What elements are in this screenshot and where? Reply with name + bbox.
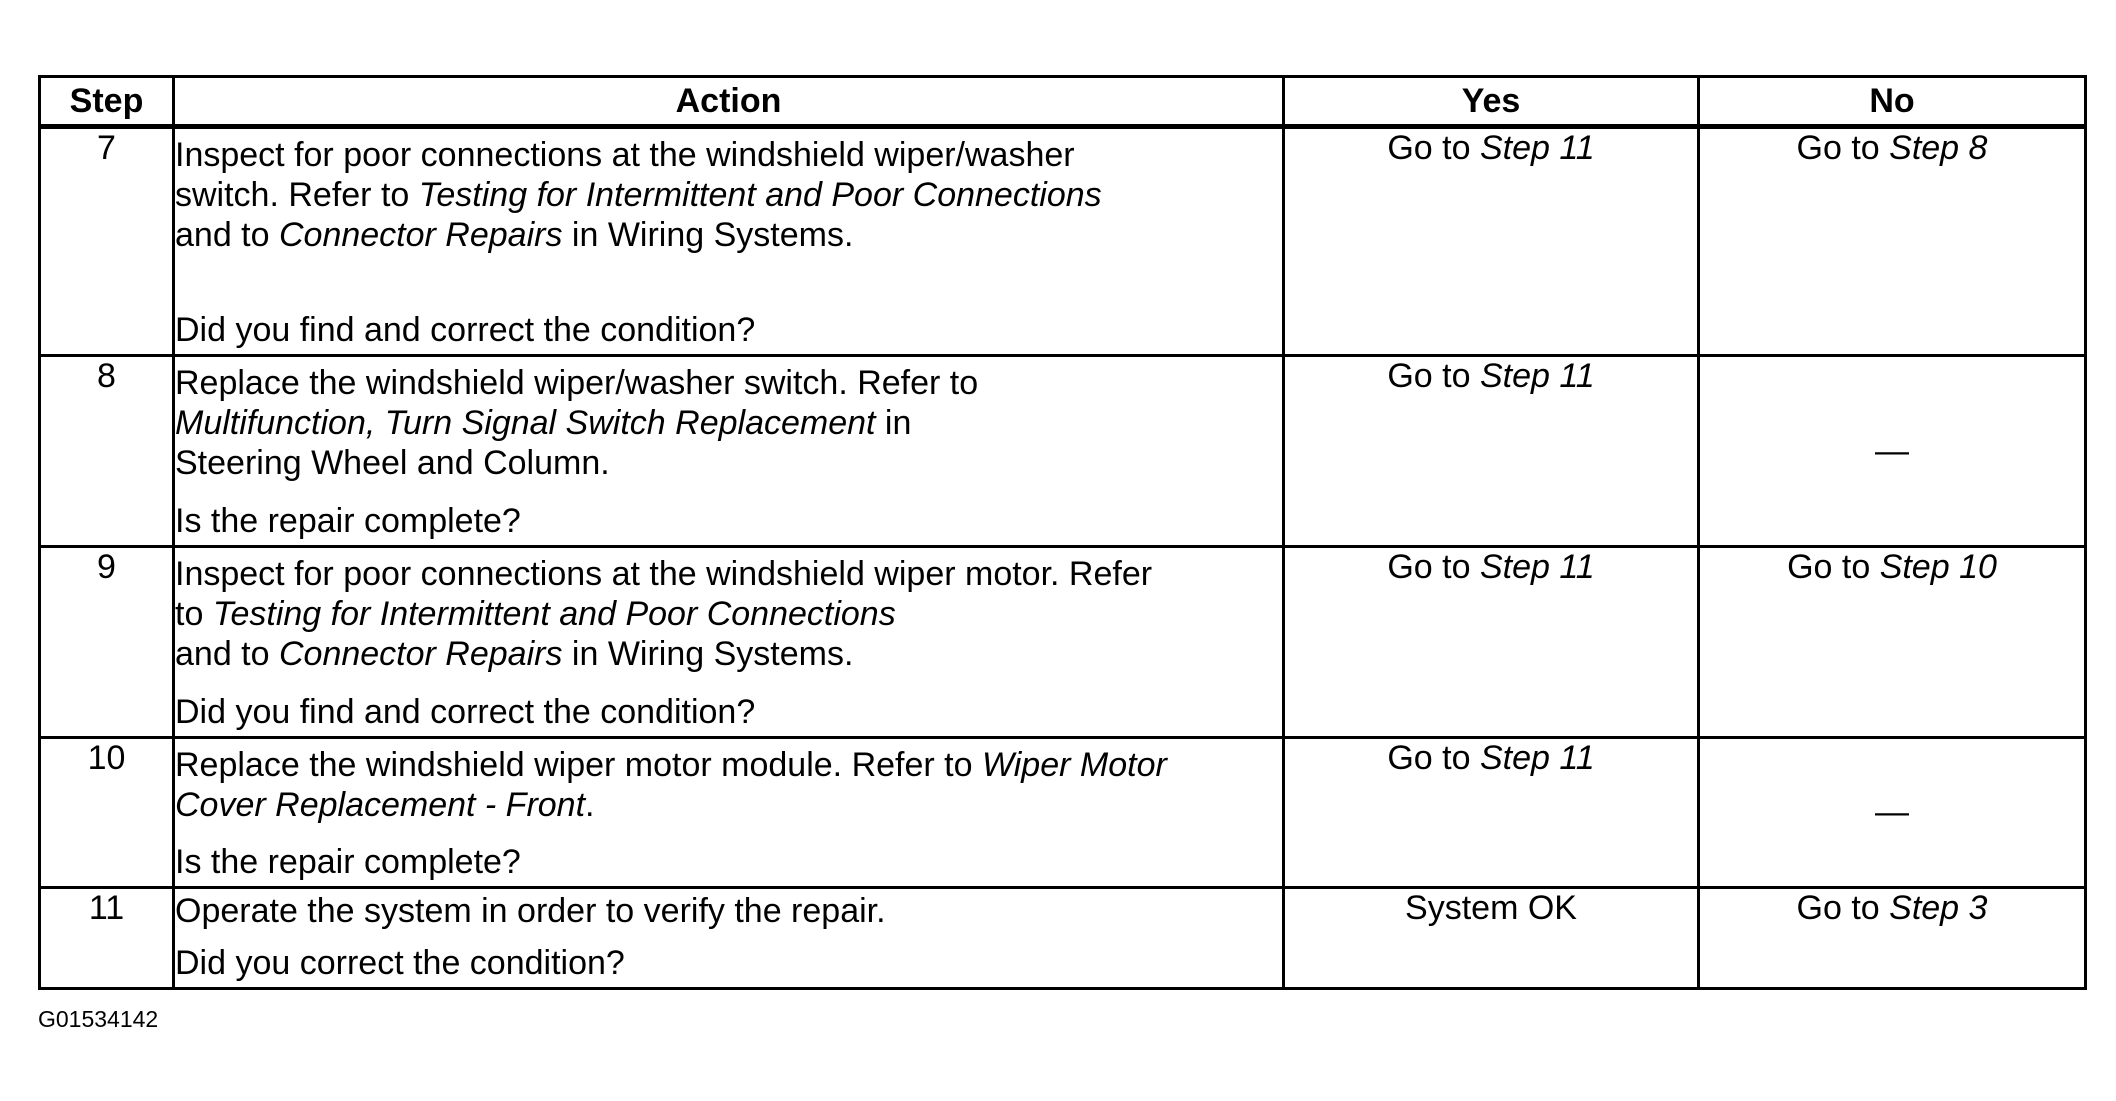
- action-question: Is the repair complete?: [175, 502, 521, 540]
- yes-result: [1284, 738, 1699, 888]
- step-number: 7: [40, 127, 174, 356]
- reference-link: Wiper Motor: [981, 746, 1167, 784]
- text: in: [875, 404, 912, 442]
- action-cell: [174, 738, 1284, 888]
- step-reference: Step 11: [1479, 548, 1595, 586]
- action-cell: [174, 547, 1284, 738]
- instruction-line: Inspect for poor connections at the windshield wiper/washer: [175, 136, 1075, 174]
- diagnostic-table: [38, 75, 2087, 990]
- table-row-step-7: [40, 127, 2086, 356]
- step-reference: Step 8: [1889, 129, 1988, 167]
- header-action: Action: [174, 77, 1284, 127]
- no-result: [1699, 127, 2086, 356]
- text: Go to: [1387, 357, 1480, 395]
- text: in Wiring Systems.: [562, 635, 854, 673]
- action-cell: [174, 888, 1284, 989]
- table-header-row: [40, 77, 2086, 127]
- step-reference: Step 3: [1889, 889, 1988, 927]
- action-question: Did you correct the condition?: [175, 944, 625, 982]
- no-result: —: [1699, 738, 2086, 888]
- step-number: 11: [40, 888, 174, 989]
- text: Go to: [1796, 889, 1890, 927]
- text: Go to: [1387, 129, 1480, 167]
- instruction-line: Replace the windshield wiper/washer switch. Refer to: [175, 364, 979, 402]
- text: in Wiring Systems.: [562, 216, 854, 254]
- text: Go to: [1387, 548, 1480, 586]
- action-question: Did you find and correct the condition?: [175, 311, 756, 349]
- table-row-step-11: [40, 888, 2086, 989]
- yes-result: [1284, 127, 1699, 356]
- header-step: Step: [40, 77, 174, 127]
- reference-link: Connector Repairs: [278, 635, 563, 673]
- instruction-line: Inspect for poor connections at the windshield wiper motor. Refer: [175, 555, 1153, 593]
- reference-link: Connector Repairs: [278, 216, 563, 254]
- text: Go to: [1796, 129, 1890, 167]
- reference-link: Multifunction, Turn Signal Switch Replacement: [175, 404, 876, 442]
- action-cell: [174, 356, 1284, 547]
- instruction-line: [175, 175, 1282, 215]
- text: to: [175, 595, 213, 633]
- figure-code: G01534142: [38, 1006, 159, 1032]
- instruction-line: [175, 745, 1282, 785]
- table-row-step-8: [40, 356, 2086, 547]
- reference-link: Testing for Intermittent and Poor Connections: [418, 176, 1102, 214]
- step-number: 10: [40, 738, 174, 888]
- step-number: 9: [40, 547, 174, 738]
- no-result: —: [1699, 356, 2086, 547]
- action-instruction: Operate the system in order to verify the repair.: [175, 892, 886, 930]
- step-reference: Step 10: [1879, 548, 1997, 586]
- text: Replace the windshield wiper motor module. Refer to: [175, 746, 982, 784]
- instruction-line: [175, 403, 1282, 443]
- step-reference: Step 11: [1479, 739, 1595, 777]
- action-instruction: [175, 129, 1282, 255]
- instruction-line: Steering Wheel and Column.: [175, 444, 610, 482]
- text: switch. Refer to: [175, 176, 419, 214]
- instruction-line: [175, 215, 1282, 255]
- text: Go to: [1387, 739, 1480, 777]
- text: Go to: [1787, 548, 1880, 586]
- header-yes: Yes: [1284, 77, 1699, 127]
- action-question: Did you find and correct the condition?: [175, 693, 756, 731]
- text: and to: [175, 216, 279, 254]
- reference-link: Testing for Intermittent and Poor Connections: [212, 595, 896, 633]
- table-row-step-10: [40, 738, 2086, 888]
- diagnostic-table-container: [38, 75, 2084, 990]
- action-instruction: [175, 739, 1282, 825]
- action-instruction: [175, 357, 1282, 483]
- no-result: [1699, 888, 2086, 989]
- action-question: Is the repair complete?: [175, 843, 521, 881]
- instruction-line: [175, 594, 1282, 634]
- yes-result: [1284, 547, 1699, 738]
- step-reference: Step 11: [1479, 129, 1595, 167]
- instruction-line: [175, 634, 1282, 674]
- text: and to: [175, 635, 279, 673]
- no-result: [1699, 547, 2086, 738]
- instruction-line: [175, 785, 1282, 825]
- header-no: No: [1699, 77, 2086, 127]
- yes-result: System OK: [1284, 888, 1699, 989]
- step-number: 8: [40, 356, 174, 547]
- text: .: [585, 786, 595, 824]
- reference-link: Cover Replacement - Front: [175, 786, 586, 824]
- action-cell: [174, 127, 1284, 356]
- step-reference: Step 11: [1479, 357, 1595, 395]
- table-row-step-9: [40, 547, 2086, 738]
- yes-result: [1284, 356, 1699, 547]
- action-instruction: [175, 548, 1282, 674]
